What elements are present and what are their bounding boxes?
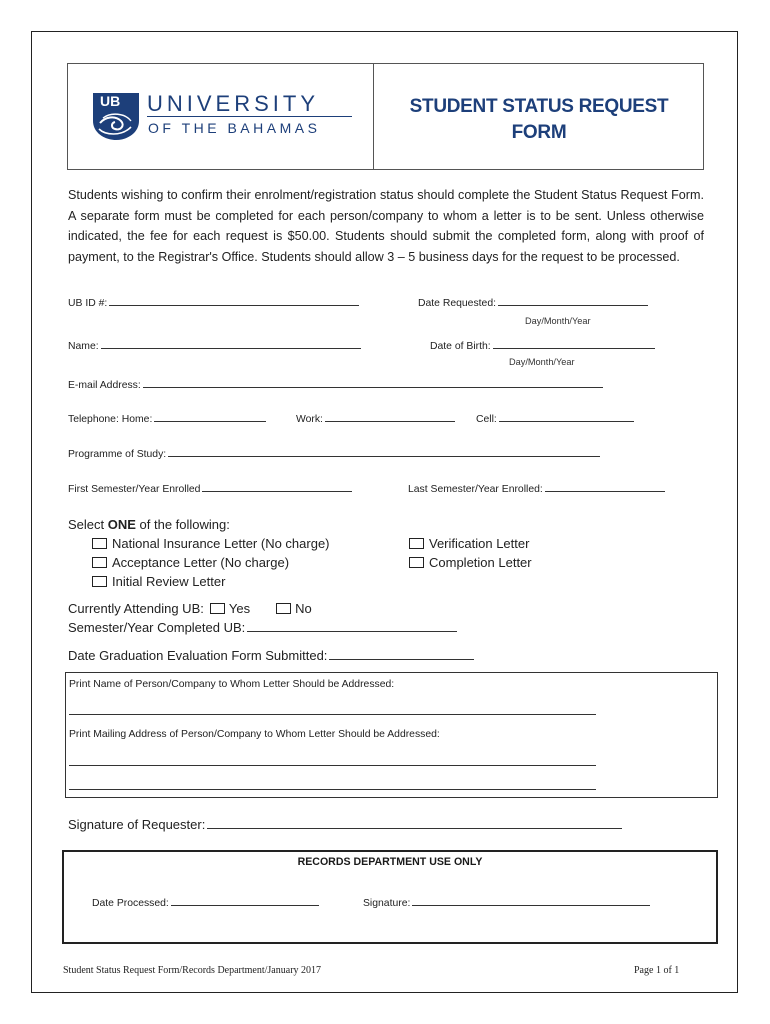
email-line[interactable] xyxy=(143,386,603,388)
logo-divider xyxy=(147,116,352,117)
verification-checkbox[interactable] xyxy=(409,538,424,549)
date-processed-label: Date Processed: xyxy=(92,898,169,909)
telephone-work-line[interactable] xyxy=(325,420,455,422)
date-requested-field[interactable] xyxy=(418,298,648,309)
national-insurance-checkbox[interactable] xyxy=(92,538,107,549)
form-title-line1: STUDENT STATUS REQUEST xyxy=(409,96,669,117)
attending-yes-label: Yes xyxy=(228,601,251,616)
currently-attending-row xyxy=(68,601,312,616)
email-field[interactable] xyxy=(68,380,603,391)
verification-label: Verification Letter xyxy=(429,536,530,551)
first-semester-line[interactable] xyxy=(202,490,352,492)
telephone-home-field[interactable] xyxy=(68,414,266,425)
first-semester-field[interactable] xyxy=(68,484,352,495)
email-label: E-mail Address: xyxy=(68,380,141,391)
semester-completed-label: Semester/Year Completed UB: xyxy=(68,620,246,635)
acceptance-checkbox[interactable] xyxy=(92,557,107,568)
date-requested-hint: Day/Month/Year xyxy=(525,316,591,326)
print-name-line[interactable] xyxy=(69,714,596,715)
date-of-birth-label: Date of Birth: xyxy=(430,341,491,352)
name-label: Name: xyxy=(68,341,99,352)
programme-line[interactable] xyxy=(168,455,600,457)
form-title xyxy=(374,94,704,146)
footer-page-number: Page 1 of 1 xyxy=(634,965,680,976)
initial-review-label: Initial Review Letter xyxy=(112,574,226,589)
logo-university-text: UNIVERSITY xyxy=(147,91,320,116)
semester-completed-field[interactable] xyxy=(68,620,457,635)
telephone-work-label: Work: xyxy=(296,414,323,425)
records-signature-field[interactable] xyxy=(363,898,650,909)
option-acceptance[interactable] xyxy=(92,555,289,570)
initial-review-checkbox[interactable] xyxy=(92,576,107,587)
name-line[interactable] xyxy=(101,347,361,349)
telephone-cell-field[interactable] xyxy=(476,414,634,425)
last-semester-line[interactable] xyxy=(545,490,665,492)
requester-signature-line[interactable] xyxy=(207,827,622,829)
last-semester-label: Last Semester/Year Enrolled: xyxy=(408,484,543,495)
date-requested-line[interactable] xyxy=(498,304,648,306)
print-address-line-2[interactable] xyxy=(69,789,596,790)
semester-completed-line[interactable] xyxy=(247,630,457,632)
option-national-insurance[interactable] xyxy=(92,536,330,551)
date-of-birth-hint: Day/Month/Year xyxy=(509,357,575,367)
logo-bahamas-text: OF THE BAHAMAS xyxy=(148,120,321,136)
programme-field[interactable] xyxy=(68,449,600,460)
print-address-label: Print Mailing Address of Person/Company to Whom Letter Should be Addressed: xyxy=(69,729,440,740)
records-signature-line[interactable] xyxy=(412,904,650,906)
addressee-box xyxy=(65,672,718,798)
university-logo xyxy=(91,91,356,141)
requester-signature-label: Signature of Requester: xyxy=(68,817,206,832)
records-signature-label: Signature: xyxy=(363,898,411,909)
telephone-home-label: Telephone: Home: xyxy=(68,414,153,425)
select-emphasis: ONE xyxy=(107,517,136,532)
logo-mark-text: UB xyxy=(100,93,121,109)
records-title: RECORDS DEPARTMENT USE ONLY xyxy=(297,856,483,868)
first-semester-label: First Semester/Year Enrolled xyxy=(68,484,201,495)
ub-id-field[interactable] xyxy=(68,298,359,309)
graduation-evaluation-line[interactable] xyxy=(329,658,474,660)
attending-yes-checkbox[interactable] xyxy=(210,603,225,614)
select-instruction xyxy=(68,517,230,532)
graduation-evaluation-label: Date Graduation Evaluation Form Submitted: xyxy=(68,648,328,663)
print-address-line-1[interactable] xyxy=(69,765,596,766)
attending-no-label: No xyxy=(295,601,312,616)
ub-id-label: UB ID #: xyxy=(68,298,108,309)
ub-id-line[interactable] xyxy=(109,304,359,306)
form-title-line2: FORM xyxy=(511,122,567,143)
select-suffix: of the following: xyxy=(135,517,230,532)
currently-attending-label: Currently Attending UB: xyxy=(68,601,204,616)
option-initial-review[interactable] xyxy=(92,574,225,589)
print-name-label: Print Name of Person/Company to Whom Letter Should be Addressed: xyxy=(69,679,395,690)
graduation-evaluation-field[interactable] xyxy=(68,648,474,663)
form-page xyxy=(31,31,738,993)
programme-label: Programme of Study: xyxy=(68,449,167,460)
telephone-work-field[interactable] xyxy=(296,414,455,425)
requester-signature-field[interactable] xyxy=(68,817,622,832)
records-department-box xyxy=(62,850,718,944)
national-insurance-label: National Insurance Letter (No charge) xyxy=(112,536,330,551)
intro-paragraph: Students wishing to confirm their enrolment/registration status should complete the Student Status Request Form. A separate form must be completed for each person/company to whom a letter is to be sent. Unless otherwise indicated, the fee for each request is $50.00. Students should submit the completed form, along with proof of payment, to the Registrar's Office. Students should allow 3 – 5 business days for the request to be processed. xyxy=(68,188,704,264)
attending-no-checkbox[interactable] xyxy=(276,603,291,614)
telephone-cell-line[interactable] xyxy=(499,420,634,422)
option-verification[interactable] xyxy=(409,536,529,551)
date-of-birth-line[interactable] xyxy=(493,347,655,349)
date-requested-label: Date Requested: xyxy=(418,298,496,309)
name-field[interactable] xyxy=(68,341,361,352)
completion-label: Completion Letter xyxy=(429,555,532,570)
date-processed-field[interactable] xyxy=(92,898,319,909)
date-processed-line[interactable] xyxy=(171,904,319,906)
completion-checkbox[interactable] xyxy=(409,557,424,568)
acceptance-label: Acceptance Letter (No charge) xyxy=(112,555,290,570)
date-of-birth-field[interactable] xyxy=(430,341,655,352)
select-prefix: Select xyxy=(68,517,108,532)
footer-left: Student Status Request Form/Records Department/January 2017 xyxy=(63,965,322,976)
option-completion[interactable] xyxy=(409,555,532,570)
last-semester-field[interactable] xyxy=(408,484,665,495)
header-box xyxy=(67,63,704,170)
telephone-home-line[interactable] xyxy=(154,420,266,422)
telephone-cell-label: Cell: xyxy=(476,414,497,425)
